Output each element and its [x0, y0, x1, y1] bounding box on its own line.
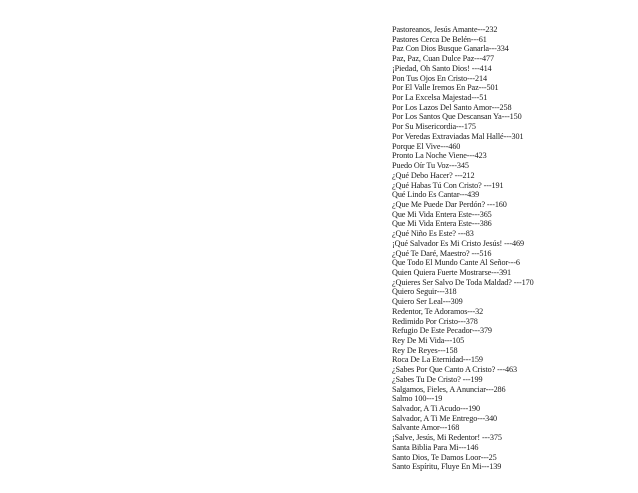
index-entry: Santo Espíritu, Fluye En Mi---139 [392, 462, 502, 472]
index-entry: Salvante Amor---168 [392, 423, 460, 433]
index-entry: Quiero Seguir---318 [392, 287, 457, 297]
index-entry: ¿Qué Niño Es Este? ---83 [392, 229, 474, 239]
index-entry: Refugio De Este Pecador---379 [392, 326, 492, 336]
index-entry: Salmo 100---19 [392, 394, 443, 404]
index-entry: Por La Excelsa Majestad---51 [392, 93, 488, 103]
index-entry: Que Mi Vida Entera Este---386 [392, 219, 492, 229]
index-entry: Santa Biblia Para Mi---146 [392, 442, 479, 452]
index-entry: ¿Sabes Por Que Canto A Cristo? ---463 [392, 365, 518, 375]
index-entry: Salgamos, Fieles, A Anunciar---286 [392, 384, 506, 394]
index-entry: ¿Quieres Ser Salvo De Toda Maldad? ---170 [392, 277, 534, 287]
index-entry: Porque El Vive---460 [392, 141, 461, 151]
index-entry: ¿Qué Habas Tú Con Cristo? ---191 [392, 180, 504, 190]
hymn-index-list [392, 25, 592, 472]
index-entry: Redentor, Te Adoramos---32 [392, 306, 484, 316]
index-entry: Salvador, A Ti Acudo---190 [392, 404, 481, 414]
index-entry: Santo Dios, Te Damos Loor---25 [392, 452, 497, 462]
index-entry: Que Mi Vida Entera Este---365 [392, 209, 492, 219]
index-entry: Que Todo El Mundo Cante Al Señor---6 [392, 258, 520, 268]
index-entry: Por Los Lazos Del Santo Amor---258 [392, 102, 512, 112]
index-entry: ¡Salve, Jesús, Mi Redentor! ---375 [392, 433, 502, 443]
index-entry: ¿Que Me Puede Dar Perdón? ---160 [392, 199, 507, 209]
index-entry: Roca De La Eternidad---159 [392, 355, 483, 365]
index-entry: Pastoreanos, Jesús Amante---232 [392, 25, 498, 34]
index-entry: Por El Valle Iremos En Paz---501 [392, 83, 499, 93]
index-entry: Pon Tus Ojos En Cristo---214 [392, 73, 488, 83]
index-entry: Qué Lindo Es Cantar---439 [392, 190, 480, 200]
index-entry: Por Los Santos Que Descansan Ya---150 [392, 112, 522, 122]
index-entry: Pastores Cerca De Belén---61 [392, 34, 487, 44]
index-entry: Rey De Mi Vida---105 [392, 336, 465, 345]
index-entry: ¿Qué Debo Hacer? ---212 [392, 170, 475, 180]
index-entry: ¡Qué Salvador Es Mi Cristo Jesús! ---469 [392, 238, 524, 248]
index-entry: ¡Piedad, Oh Santo Dios! ---414 [392, 63, 492, 73]
index-entry: ¿Sabes Tu De Cristo? ---199 [392, 374, 483, 384]
index-entry: Puedo Oír Tu Voz---345 [392, 161, 469, 171]
index-entry: Redimido Por Cristo---378 [392, 316, 478, 326]
index-entry: Quiero Ser Leal---309 [392, 297, 463, 307]
index-entry: Rey De Reyes---158 [392, 345, 458, 355]
index-entry: Quien Quiera Fuerte Mostrarse---391 [392, 267, 512, 277]
index-entry: Por Veredas Extraviadas Mal Hallé---301 [392, 131, 524, 141]
index-entry: Paz, Paz, Cuan Dulce Paz---477 [392, 54, 495, 64]
index-entry: Salvador, A Ti Me Entrego---340 [392, 413, 498, 423]
index-entry: ¿Qué Te Daré, Maestro? ---516 [392, 248, 492, 258]
index-entry: Pronto La Noche Viene---423 [392, 151, 487, 161]
index-entry: Por Su Misericordia---175 [392, 122, 476, 132]
index-entry: Paz Con Dios Busque Ganarla---334 [392, 44, 509, 54]
